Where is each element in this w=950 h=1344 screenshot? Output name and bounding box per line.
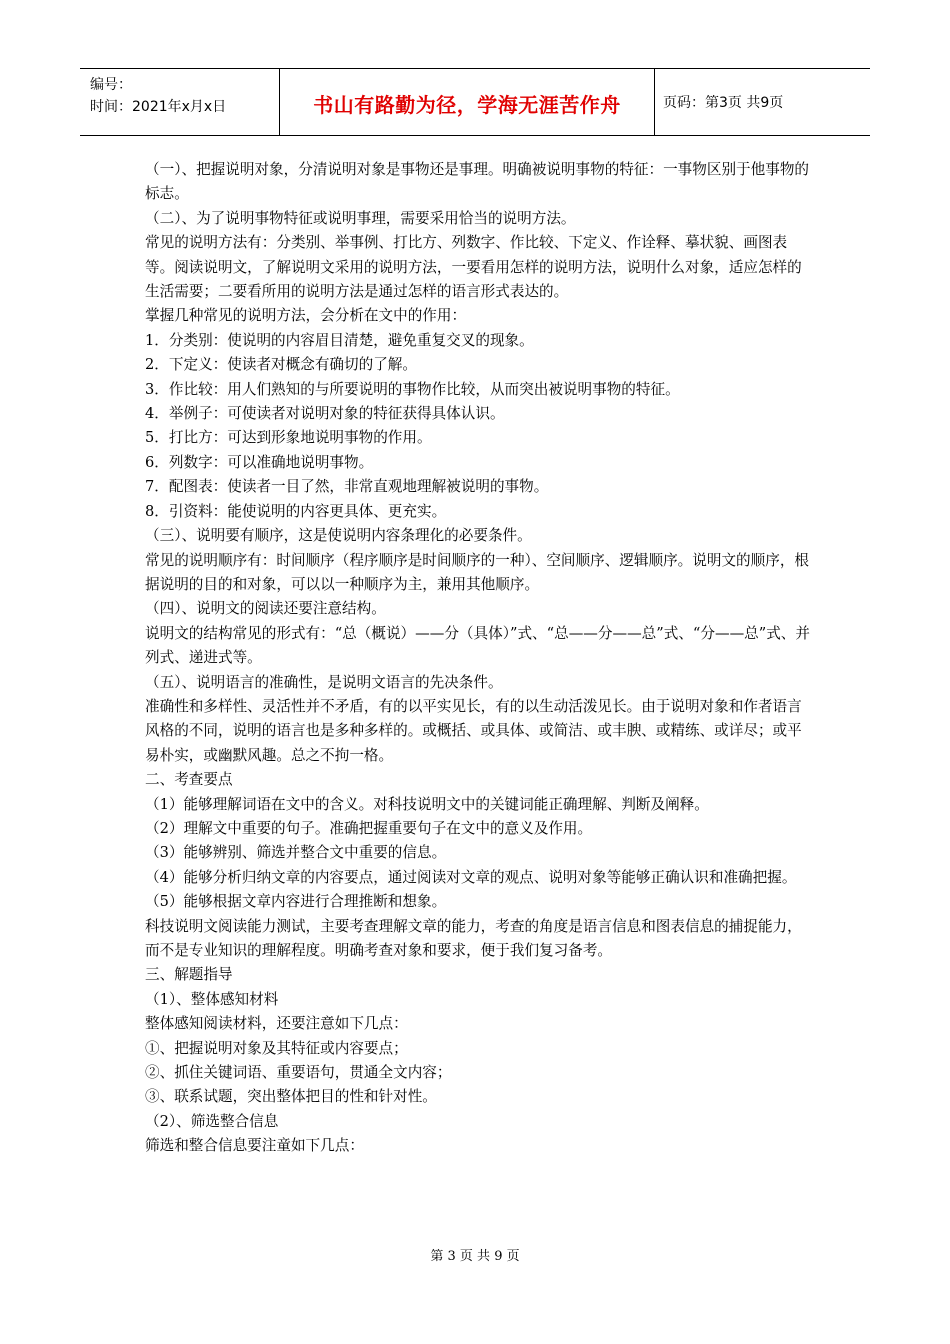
- paragraph: 5．打比方：可达到形象地说明事物的作用。: [145, 429, 432, 447]
- paragraph: （4）能够分析归纳文章的内容要点，通过阅读对文章的观点、说明对象等能够正确认识和准确把握。: [145, 868, 797, 886]
- paragraph: 2．下定义：使读者对概念有确切的了解。: [145, 356, 417, 374]
- header-meta-cell: [80, 69, 280, 135]
- paragraph: （1）、整体感知材料: [145, 990, 279, 1008]
- header-motto-cell: [280, 69, 655, 135]
- header-page-cell: [655, 69, 870, 135]
- paragraph: ①、把握说明对象及其特征或内容要点；: [145, 1039, 408, 1057]
- paragraph: （3）能够辨别、筛选并整合文中重要的信息。: [145, 844, 447, 862]
- page-header: [80, 68, 870, 136]
- paragraph: 常见的说明顺序有：时间顺序（程序顺序是时间顺序的一种）、空间顺序、逻辑顺序。说明文的顺序，根据说明的目的和对象，可以以一种顺序为主，兼用其他顺序。: [145, 551, 810, 593]
- paragraph: 常见的说明方法有：分类别、举事例、打比方、列数字、作比较、下定义、作诠释、摹状貌、画图表等。阅读说明文，了解说明文采用的说明方法，一要看用怎样的说明方法，说明什么对象，适应怎样的生活需要；二要看所用的说明方法是通过怎样的语言形式表达的。: [145, 234, 802, 301]
- paragraph: 三、解题指导: [145, 966, 233, 984]
- paragraph: 掌握几种常见的说明方法，会分析在文中的作用：: [145, 307, 467, 325]
- paragraph: 准确性和多样性、灵活性并不矛盾，有的以平实见长，有的以生动活泼见长。由于说明对象和作者语言风格的不同，说明的语言也是多种多样的。或概括、或具体、或简洁、或丰腴、或精练、或详尽；或平易朴实，或幽默风趣。总之不拘一格。: [145, 697, 802, 764]
- paragraph: （四）、说明文的阅读还要注意结构。: [145, 600, 386, 618]
- paragraph: 1．分类别：使说明的内容眉目清楚，避免重复交叉的现象。: [145, 331, 534, 349]
- paragraph: 说明文的结构常见的形式有：“总（概说）——分（具体）”式、“总——分——总”式、“分——总”式、并列式、递进式等。: [145, 624, 810, 667]
- paragraph: 整体感知阅读材料，还要注意如下几点：: [145, 1015, 408, 1033]
- header-page-info: 页码：第3页 共9页: [663, 95, 784, 111]
- header-number-label: 编号：: [90, 77, 132, 93]
- paragraph: （1）能够理解词语在文中的含义。对科技说明文中的关键词能正确理解、判断及阐释。: [145, 795, 709, 813]
- header-time-label: 时间：2021年x月x日: [90, 99, 227, 115]
- paragraph: （五）、说明语言的准确性，是说明文语言的先决条件。: [145, 673, 503, 691]
- paragraph: 8．引资料：能使说明的内容更具体、更充实。: [145, 502, 447, 520]
- paragraph: 科技说明文阅读能力测试，主要考查理解文章的能力，考查的角度是语言信息和图表信息的捕捉能力，而不是专业知识的理解程度。明确考查对象和要求，便于我们复习备考。: [145, 917, 802, 959]
- paragraph: （一）、把握说明对象，分清说明对象是事物还是事理。明确被说明事物的特征：一事物区别于他事物的标志。: [145, 161, 810, 203]
- header-motto: 书山有路勤为径，学海无涯苦作舟: [313, 92, 621, 117]
- paragraph: 6．列数字：可以准确地说明事物。: [145, 453, 374, 471]
- paragraph: 二、考查要点: [145, 771, 233, 789]
- paragraph: （二）、为了说明事物特征或说明事理，需要采用恰当的说明方法。: [145, 209, 576, 227]
- paragraph: ③、联系试题，突出整体把目的性和针对性。: [145, 1088, 437, 1106]
- paragraph: 筛选和整合信息要注童如下几点：: [145, 1137, 364, 1155]
- paragraph: （2）理解文中重要的句子。准确把握重要句子在文中的意义及作用。: [145, 819, 593, 837]
- paragraph: （2）、筛选整合信息: [145, 1112, 279, 1130]
- paragraph: 4．举例子：可使读者对说明对象的特征获得具体认识。: [145, 405, 505, 423]
- paragraph: 7．配图表：使读者一目了然，非常直观地理解被说明的事物。: [145, 478, 549, 496]
- paragraph: ②、抓住关键词语、重要语句，贯通全文内容；: [145, 1064, 452, 1082]
- page-footer: 第 3 页 共 9 页: [430, 1249, 520, 1264]
- paragraph: 3．作比较：用人们熟知的与所要说明的事物作比较，从而突出被说明事物的特征。: [145, 380, 680, 398]
- paragraph: （5）能够根据文章内容进行合理推断和想象。: [145, 893, 447, 911]
- paragraph: （三）、说明要有顺序，这是使说明内容条理化的必要条件。: [145, 527, 532, 545]
- document-body: [145, 158, 810, 1159]
